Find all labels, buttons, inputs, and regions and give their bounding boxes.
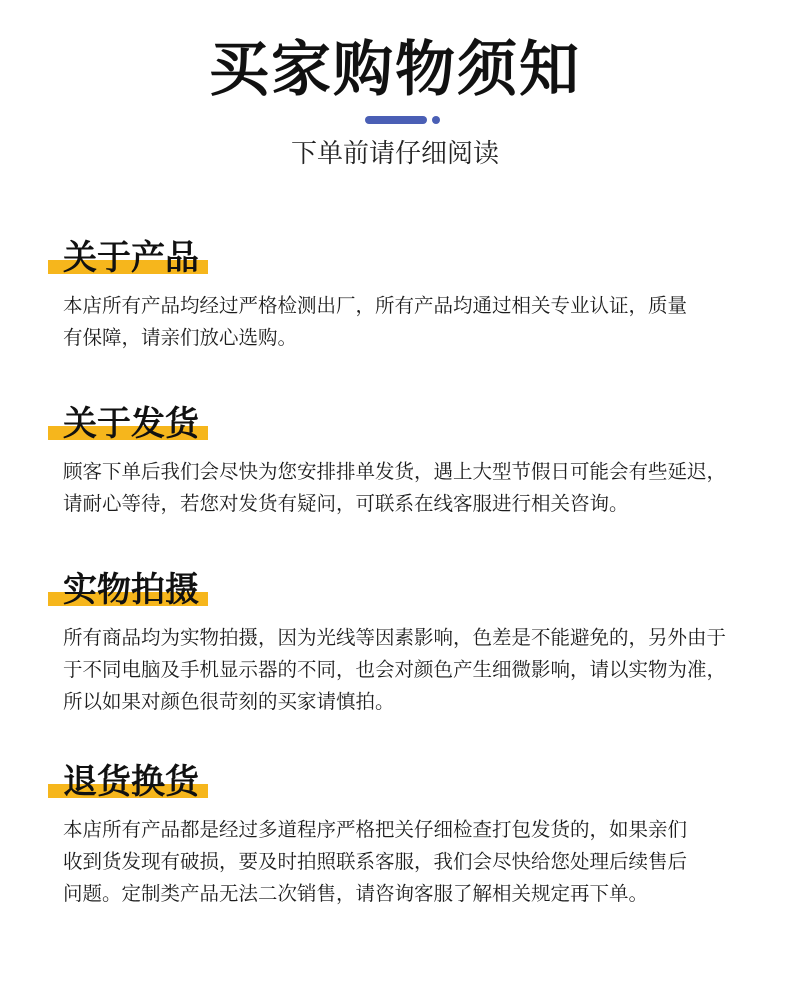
section-heading-text: 实物拍摄: [63, 570, 199, 610]
section-heading: [63, 762, 753, 804]
body-line: 收到货发现有破损，要及时拍照联系客服，我们会尽快给您处理后续售后: [63, 850, 688, 873]
title-decoration: [365, 116, 445, 124]
page-title: 买家购物须知: [209, 35, 581, 105]
body-line: 有保障，请亲们放心选购。: [63, 326, 298, 349]
section-shipping: [63, 404, 753, 520]
body-line: 请耐心等待，若您对发货有疑问，可联系在线客服进行相关咨询。: [63, 492, 629, 515]
section-heading-text: 关于发货: [63, 404, 199, 444]
title-decoration-dot: [432, 116, 440, 124]
section-body: [63, 814, 753, 910]
section-body: [63, 456, 753, 520]
page-subtitle: 下单前请仔细阅读: [290, 139, 499, 169]
body-line: 本店所有产品均经过严格检测出厂，所有产品均通过相关专业认证，质量: [63, 294, 688, 317]
section-returns: [63, 762, 753, 910]
section-heading: [63, 570, 753, 612]
section-product: [63, 238, 753, 354]
body-line: 问题。定制类产品无法二次销售，请咨询客服了解相关规定再下单。: [63, 882, 649, 905]
section-heading-text: 关于产品: [63, 238, 199, 278]
section-heading: [63, 404, 753, 446]
body-line: 本店所有产品都是经过多道程序严格把关仔细检查打包发货的，如果亲们: [63, 818, 688, 841]
section-body: [63, 290, 753, 354]
section-heading-text: 退货换货: [63, 762, 199, 802]
section-body: [63, 622, 753, 718]
section-heading: [63, 238, 753, 280]
body-line: 于不同电脑及手机显示器的不同，也会对颜色产生细微影响，请以实物为准，: [63, 658, 727, 681]
body-line: 所有商品均为实物拍摄，因为光线等因素影响，色差是不能避免的，另外由于: [63, 626, 727, 649]
body-line: 顾客下单后我们会尽快为您安排排单发货，遇上大型节假日可能会有些延迟，: [63, 460, 727, 483]
body-line: 所以如果对颜色很苛刻的买家请慎拍。: [63, 690, 395, 713]
section-photos: [63, 570, 753, 718]
title-decoration-bar: [365, 116, 427, 124]
